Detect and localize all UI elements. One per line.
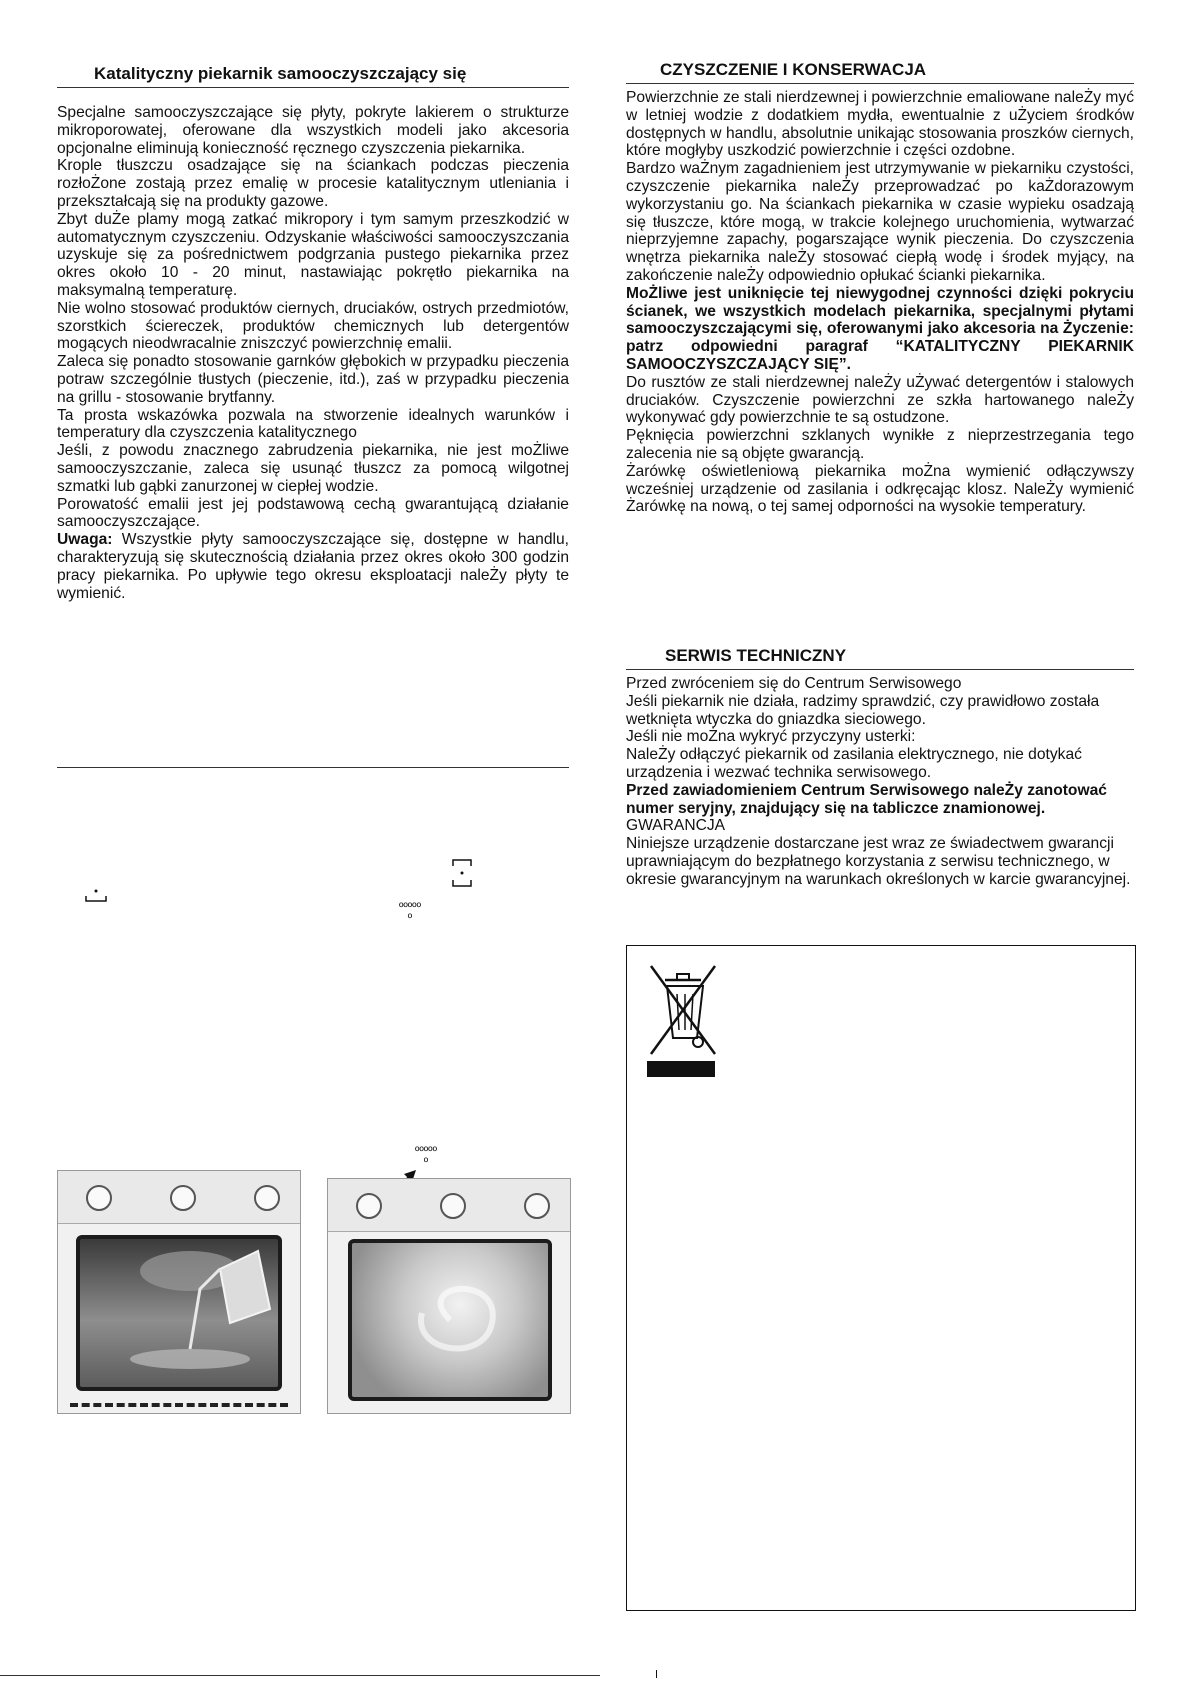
weee-black-bar <box>647 1061 715 1077</box>
oven-light-top-icon <box>451 858 473 888</box>
right-paragraph: Bardzo waŻnym zagadnieniem jest utrzymywanie w piekarniku czystości, czyszczenie piekarnika naleŻy przeprowadzać po kaŻdorazowym wykorzystaniu go. Na ściankach piekarnika w czasie wypieku osadzają się tłuszcze, które mogą, w trakcie kolejnego uruchomienia, wytwarzać nieprzyjemne zapachy, pogarszające wynik pieczenia. Do czyszczenia wnętrza piekarnika naleŻy stosować ciepłą wodę i środek myjący, na zakończenie naleŻy odpowiednio opłukać ścianki piekarnika. <box>626 160 1134 284</box>
weee-disposal-box <box>626 945 1136 1611</box>
steam-drops-icon: ºººººº <box>399 900 421 925</box>
jug-pouring-water-icon <box>80 1239 278 1387</box>
bold-text: MoŻliwe jest uniknięcie tej niewygodnej czynności dzięki pokryciu ścianek, we wszystkich modelach piekarnika, specjalnymi płytami samooczyszczającymi się, oferowanymi jako akcesoria na Życzenie: patrz odpowiedni paragraf “KATALITYCZNY PIEKARNIK SAMOOCZYSZCZAJĄCY SIĘ”. <box>626 284 1134 373</box>
right-paragraph-bold <box>626 285 1134 374</box>
note-label: Uwaga: <box>57 531 113 549</box>
left-paragraph: Porowatość emalii jest jej podstawową cechą gwarantującą działanie samooczyszczające. <box>57 495 569 531</box>
note-text: Wszystkie płyty samooczyszczające się, dostępne w handlu, charakteryzują się skutecznością działania przez okres około 300 godzin pracy piekarnika. Po upływie tego okresu eksploatacji naleŻy płyty te wymienić. <box>57 531 569 602</box>
right-paragraph: Do rusztów ze stali nierdzewnej naleŻy uŻywać detergentów i stalowych druciaków. Czyszczenie powierzchni ze szkła hartowanego naleŻy wykonywać gdy powierzchnie te są ostudzone. <box>626 373 1134 427</box>
left-paragraph: Nie wolno stosować produktów ciernych, druciaków, ostrych przedmiotów, szorstkich ściereczek, produktów chemicznych lub detergentów mogących nieodwracalnie zniszczyć powierzchnię emalii. <box>57 299 569 353</box>
oven-bottom-heat-icon <box>84 886 108 904</box>
right-heading-cleaning: CZYSZCZENIE I KONSERWACJA <box>660 60 927 79</box>
left-paragraph: Specjalne samooczyszczające się płyty, pokryte lakierem o strukturze mikroporowatej, oferowane dla wszystkich modeli jako akcesoria opcjonalne eliminują konieczność ręcznego czyszczenia piekarnika. <box>57 104 569 157</box>
service-line: Przed zwróceniem się do Centrum Serwisowego <box>626 675 962 692</box>
left-heading-rule <box>57 87 569 88</box>
right-paragraph: Pęknięcia powierzchni szklanych wynikłe z nieprzestrzegania tego zalecenia nie są objęte gwarancją. <box>626 427 1134 462</box>
left-note <box>57 531 569 602</box>
oven-illustration-steam <box>327 1178 571 1414</box>
left-paragraph: Zbyt duŻe plamy mogą zatkać mikropory i tym samym przeszkodzić w automatycznym czyszczeniu. Odzyskanie właściwości samooczyszczania uzyskuje się za pośrednictwem podgrzania pustego piekarnika przez okres około 10 - 20 minut, nastawiając pokrętło piekarnika na maksymalną temperaturę. <box>57 210 569 299</box>
oven-knob-icon <box>356 1193 382 1219</box>
right-paragraph: Powierzchnie ze stali nierdzewnej i powierzchnie emaliowane naleŻy myć w letniej wodzie z dodatkiem mydła, ewentualnie z uŻyciem środków dostępnych w handlu, absolutnie unikając stosowania proszków ciernych, które mogłyby uszkodzić powierzchnie i części ozdobne. <box>626 89 1134 160</box>
oven-knob-icon <box>86 1185 112 1211</box>
right-paragraph: Żarówkę oświetleniową piekarnika moŻna wymienić odłączywszy wcześniej urządzenie od zasilania i odkręcając klosz. NaleŻy wymienić Żarówkę na nową, o tej samej odporności na wysokie temperatury. <box>626 462 1134 516</box>
right-service-rule <box>626 669 1134 670</box>
left-paragraph: Krople tłuszczu osadzające się na ściankach podczas pieczenia rozłoŻone zostają przez emalię w procesie katalitycznym utleniania i przekształcają się na produkty gazowe. <box>57 157 569 210</box>
crossed-out-wheelie-bin-icon <box>643 958 723 1062</box>
footer-rule <box>0 1675 600 1676</box>
right-heading-rule <box>626 83 1134 84</box>
left-text-column <box>57 104 569 602</box>
oven-vent-slots <box>70 1403 288 1407</box>
right-text-column-cleaning <box>626 89 1134 516</box>
service-line: Jeśli nie moŻna wykryć przyczyny usterki: <box>626 728 916 746</box>
service-line-bold <box>626 782 1134 818</box>
right-text-column-service <box>626 675 1134 889</box>
steam-drops-icon: ºººººº <box>415 1144 437 1169</box>
oven-knob-icon <box>170 1185 196 1211</box>
right-heading-service: SERWIS TECHNICZNY <box>665 646 847 665</box>
left-heading: Katalityczny piekarnik samooczyszczający się <box>94 64 467 83</box>
left-paragraph: Ta prosta wskazówka pozwala na stworzenie idealnych warunków i temperatury dla czyszczenia katalitycznego <box>57 406 569 442</box>
steam-swirl-icon <box>352 1243 548 1397</box>
oven-illustration-pouring-water <box>57 1170 301 1414</box>
footer-mark <box>656 1670 657 1678</box>
oven-door-with-steam <box>348 1239 552 1401</box>
warranty-heading: GWARANCJA <box>626 817 726 835</box>
service-line: Niniejsze urządzenie dostarczane jest wraz ze świadectwem gwarancji uprawniającym do bezpłatnego korzystania z serwisu technicznego, w okresie gwarancyjnym na warunkach określonych w karcie gwarancyjnej. <box>626 835 1131 888</box>
left-section-rule <box>57 767 569 768</box>
oven-control-panel <box>58 1171 300 1224</box>
oven-cavity <box>76 1235 282 1391</box>
left-paragraph: Jeśli, z powodu znacznego zabrudzenia piekarnika, nie jest moŻliwe samooczyszczanie, zaleca się usunąć tłuszcz za pomocą wilgotnej szmatki lub gąbki zanurzonej w ciepłej wodzie. <box>57 442 569 495</box>
oven-control-panel <box>328 1179 570 1232</box>
oven-knob-icon <box>524 1193 550 1219</box>
oven-knob-icon <box>254 1185 280 1211</box>
oven-knob-icon <box>440 1193 466 1219</box>
left-paragraph: Zaleca się ponadto stosowanie garnków głębokich w przypadku pieczenia potraw szczególnie tłustych (pieczenie, itd.), zaś w przypadku pieczenia na grillu - stosowanie brytfanny. <box>57 353 569 406</box>
bold-text: Przed zawiadomieniem Centrum Serwisowego naleŻy zanotować numer seryjny, znajdujący się na tabliczce znamionowej. <box>626 781 1107 817</box>
service-line: NaleŻy odłączyć piekarnik od zasilania elektrycznego, nie dotykać urządzenia i wezwać technika serwisowego. <box>626 746 1082 781</box>
service-line: Jeśli piekarnik nie działa, radzimy sprawdzić, czy prawidłowo została wetknięta wtyczka do gniazdka sieciowego. <box>626 692 1100 728</box>
